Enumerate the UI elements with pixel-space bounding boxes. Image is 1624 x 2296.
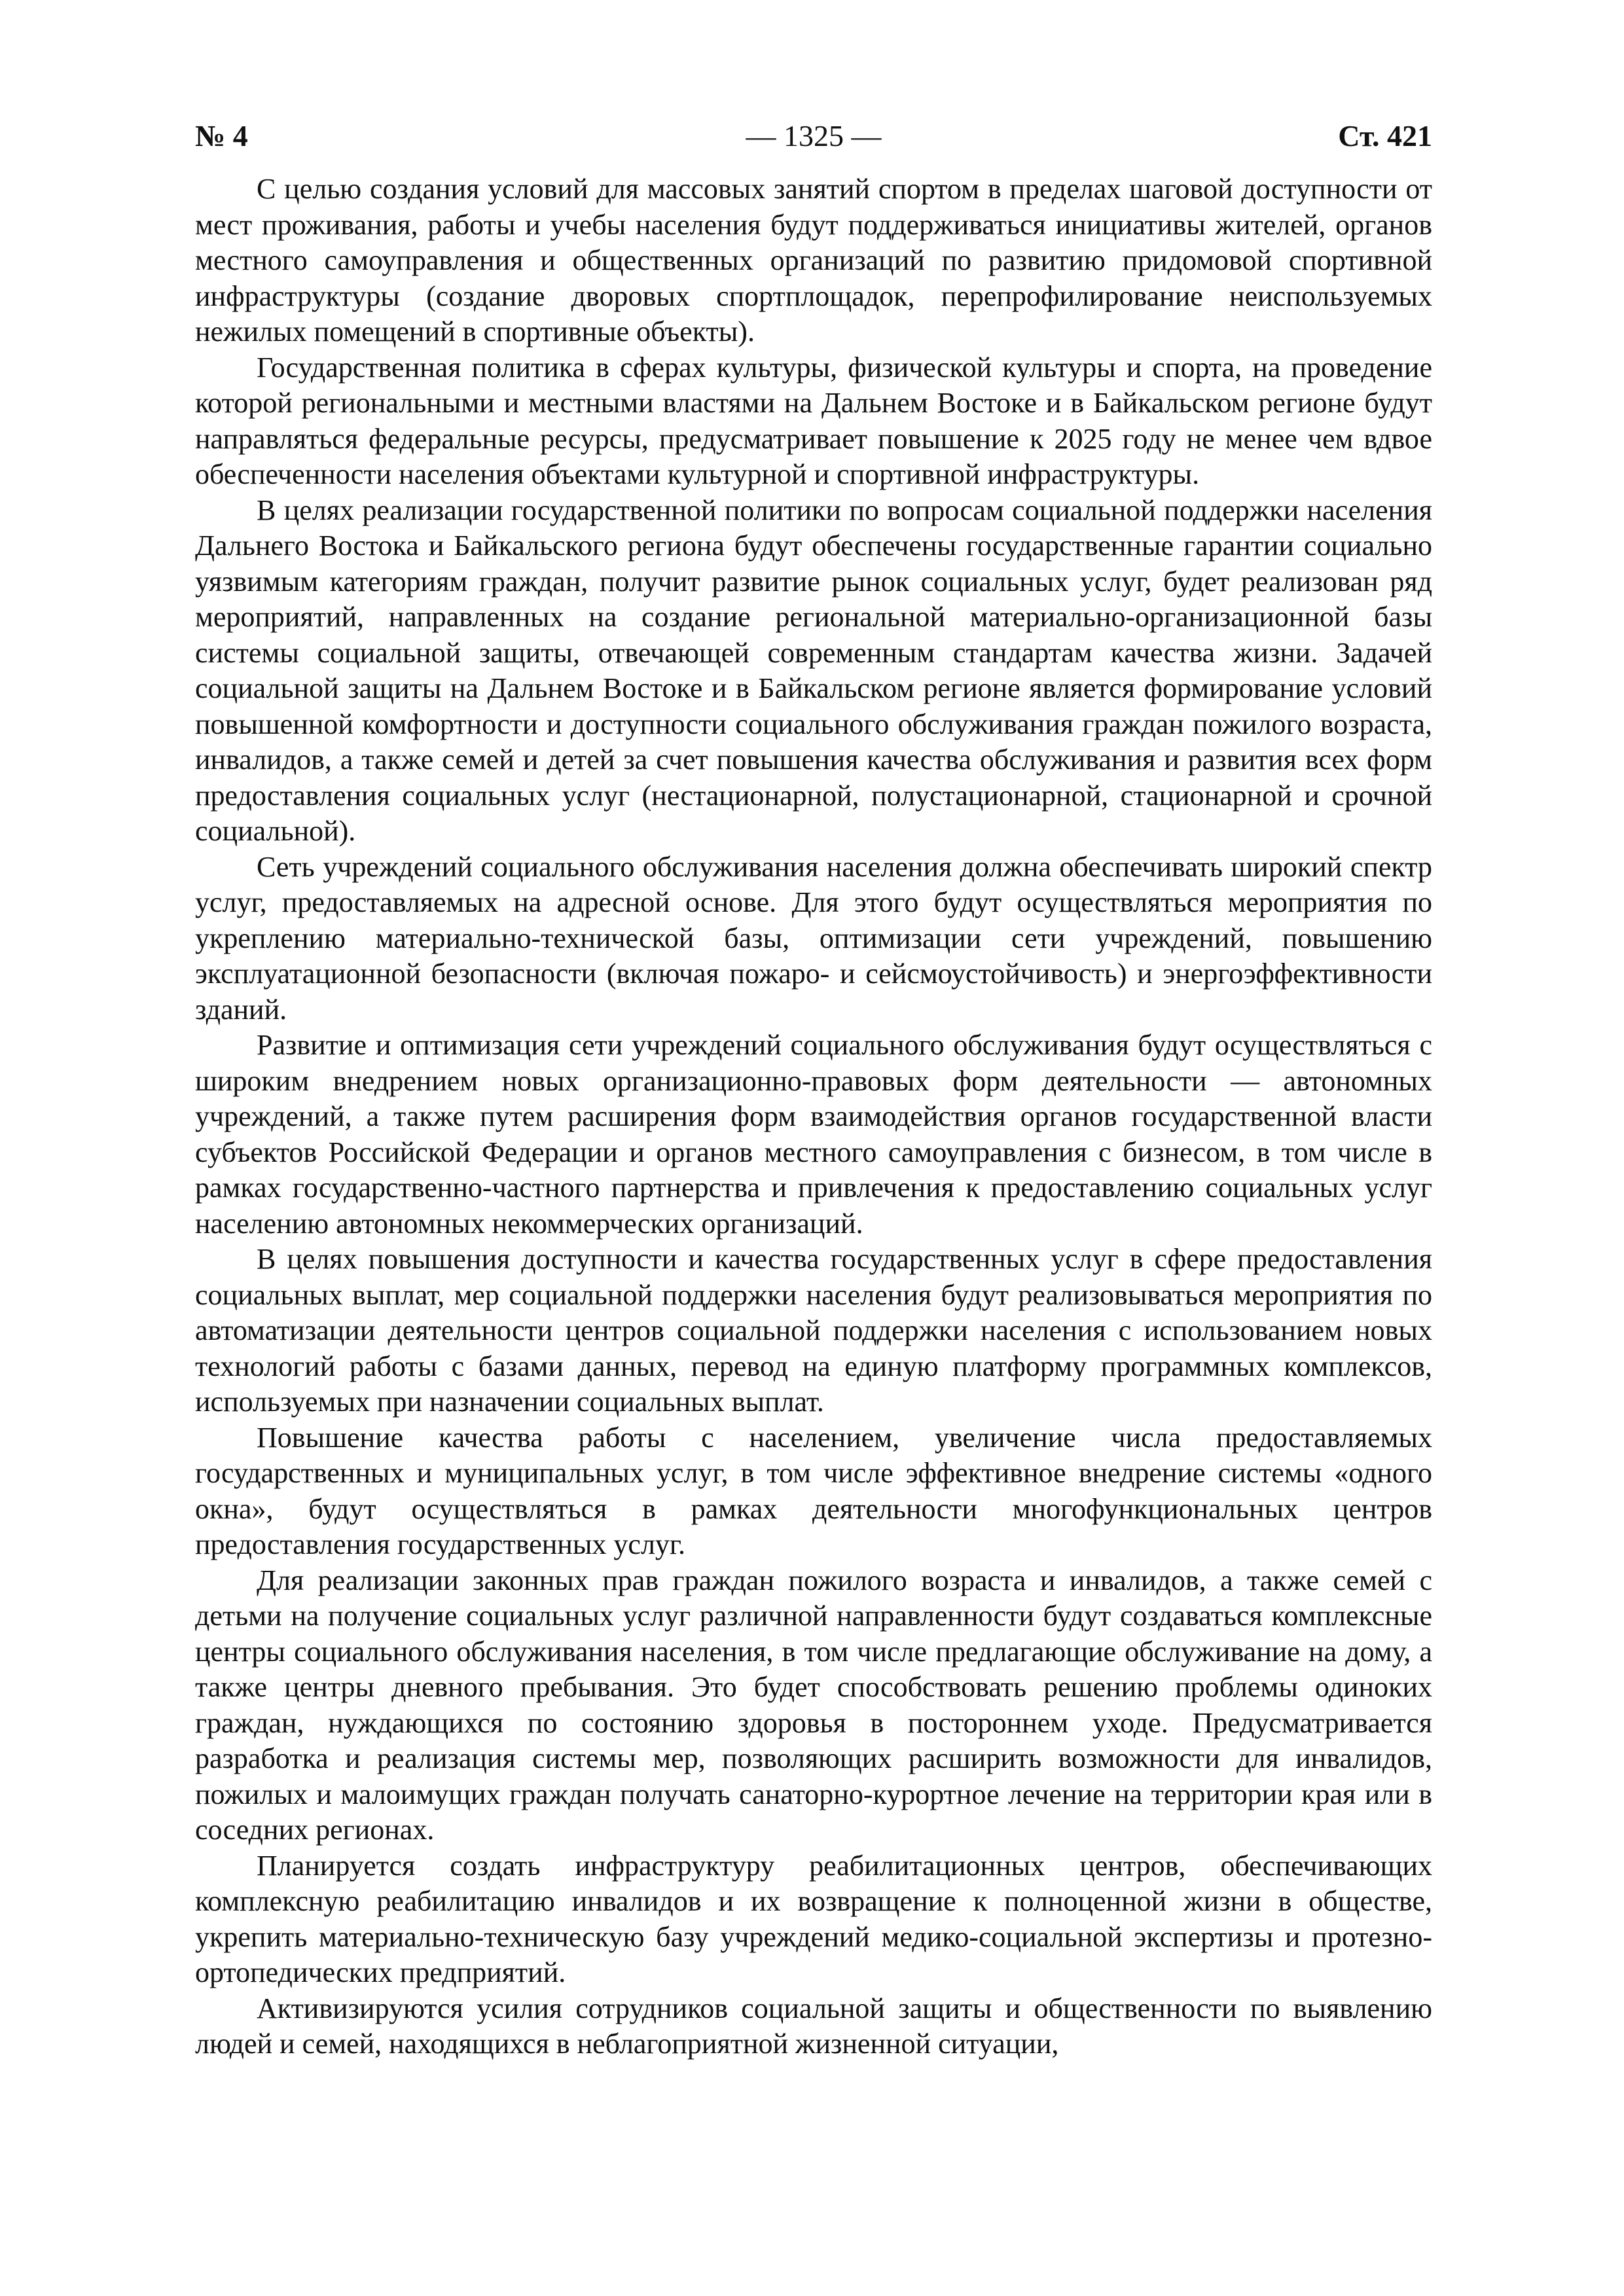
- paragraph: В целях повышения доступности и качества государственных услуг в сфере предоставления социальных выплат, мер социальной поддержки населения будут реализовываться мероприятия по автоматизации деятельности центров социальной поддержки населения с использованием новых технологий работы с базами данных, перевод на единую платформу программных комплексов, используемых при назначении социальных выплат.: [195, 1243, 1432, 1418]
- article-number: Ст. 421: [1338, 119, 1432, 152]
- paragraph: Сеть учреждений социального обслуживания населения должна обеспечивать широкий спектр услуг, предоставляемых на адресной основе. Для этого будут осуществляться мероприятия по укреплению материально-технической базы, оптимизации сети учреждений, повышению эксплуатационной безопасности (включая пожаро- и сейсмоустойчивость) и энергоэффективности зданий.: [195, 850, 1432, 1026]
- paragraph: Для реализации законных прав граждан пожилого возраста и инвалидов, а также семей с детьми на получение социальных услуг различной направленности будут создаваться комплексные центры социального обслуживания населения, в том числе предлагающие обслуживание на дому, а также центры дневного пребывания. Это будет способствовать решению проблемы одиноких граждан, нуждающихся по состоянию здоровья в постороннем уходе. Предусматривается разработка и реализация системы мер, позволяющих расширить возможности для инвалидов, пожилых и малоимущих граждан получать санаторно-курортное лечение на территории края или в соседних регионах.: [195, 1564, 1432, 1846]
- page-number: — 1325 —: [746, 119, 882, 152]
- paragraph: Повышение качества работы с населением, увеличение числа предоставляемых государственных и муниципальных услуг, в том числе эффективное внедрение системы «одного окна», будут осуществляться в рамках деятельности многофункциональных центров предоставления государственных услуг.: [195, 1421, 1432, 1560]
- paragraph: Развитие и оптимизация сети учреждений социального обслуживания будут осуществляться с широким внедрением новых организационно-правовых форм деятельности — автономных учреждений, а также путем расширения форм взаимодействия органов государственной власти субъектов Российской Федерации и органов местного самоуправления с бизнесом, в том числе в рамках государственно-частного партнерства и привлечения к предоставлению социальных услуг населению автономных некоммерческих организаций.: [195, 1029, 1432, 1240]
- paragraph: Планируется создать инфраструктуру реабилитационных центров, обеспечивающих комплексную реабилитацию инвалидов и их возвращение к полноценной жизни в обществе, укрепить материально-техническую базу учреждений медико-социальной экспертизы и протезно-ортопедических предприятий.: [195, 1849, 1432, 1988]
- paragraph: Государственная политика в сферах культуры, физической культуры и спорта, на проведение которой региональными и местными властями на Дальнем Востоке и в Байкальском регионе будут направляться федеральные ресурсы, предусматривает повышение к 2025 году не менее чем вдвое обеспеченности населения объектами культурной и спортивной инфраструктуры.: [195, 351, 1432, 490]
- issue-number: № 4: [195, 119, 248, 152]
- paragraph: В целях реализации государственной политики по вопросам социальной поддержки населения Дальнего Востока и Байкальского региона будут обеспечены государственные гарантии социально уязвимым категориям граждан, получит развитие рынок социальных услуг, будет реализован ряд мероприятий, направленных на создание региональной материально-организационной базы системы социальной защиты, отвечающей современным стандартам качества жизни. Задачей социальной защиты на Дальнем Востоке и в Байкальском регионе является формирование условий повышенной комфортности и доступности социального обслуживания граждан пожилого возраста, инвалидов, а также семей и детей за счет повышения качества обслуживания и развития всех форм предоставления социальных услуг (нестационарной, полустационарной, стационарной и срочной социальной).: [195, 493, 1432, 847]
- paragraph: С целью создания условий для массовых занятий спортом в пределах шаговой доступности от мест проживания, работы и учебы населения будут поддерживаться инициативы жителей, органов местного самоуправления и общественных организаций по развитию придомовой спортивной инфраструктуры (создание дворовых спортплощадок, перепрофилирование неиспользуемых нежилых помещений в спортивные объекты).: [195, 173, 1432, 348]
- body-text: [195, 171, 1432, 2062]
- paragraph: Активизируются усилия сотрудников социальной защиты и общественности по выявлению людей и семей, находящихся в неблагоприятной жизненной ситуации,: [195, 1992, 1432, 2060]
- page-header: [195, 110, 1432, 162]
